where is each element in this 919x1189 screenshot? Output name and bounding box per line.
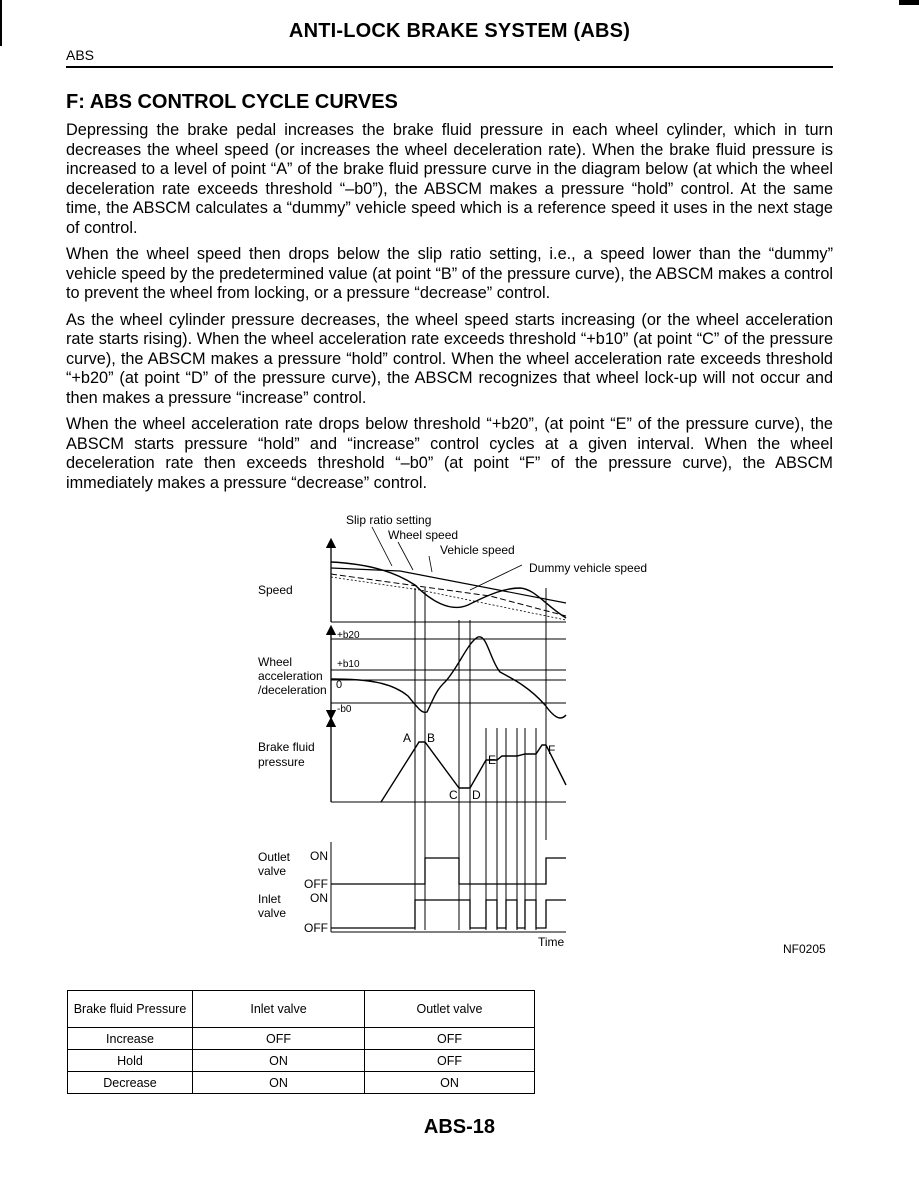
label-pressure-2: pressure (258, 755, 305, 769)
label-outlet-on: ON (310, 849, 328, 863)
abs-control-cycle-diagram (0, 500, 919, 960)
label-wheel-speed: Wheel speed (388, 528, 459, 542)
label-speed: Speed (258, 583, 293, 597)
label-pressure-1: Brake fluid (258, 740, 315, 754)
label-time: Time (538, 935, 565, 949)
section-heading: F: ABS CONTROL CYCLE CURVES (66, 91, 398, 113)
acceleration-panel (331, 630, 566, 718)
label-slip-ratio: Slip ratio setting (346, 513, 432, 527)
label-inlet-2: valve (258, 906, 287, 920)
figure-code: NF0205 (783, 942, 826, 956)
outlet-valve-signal (331, 858, 566, 884)
table-row (68, 1072, 535, 1094)
label-inlet-1: Inlet (258, 892, 281, 906)
header-outlet: Outlet valve (365, 991, 535, 1028)
paragraph-3: As the wheel cylinder pressure decreases, the wheel speed starts increasing (or the wheel acceleration rate starts rising). When the wheel acceleration rate exceeds threshold “+b10” (at point “C” of the pressure curve), the ABSCM makes a pressure “hold” control. When the wheel acceleration rate exceeds threshold “+b20” (at point “D” of the pressure curve), the ABSCM recognizes that wheel lock-up will not occur and then makes a pressure “increase” control. (66, 310, 833, 407)
valve-timing (331, 842, 566, 932)
paragraph-2: When the wheel speed then drops below the slip ratio setting, i.e., a speed lower than the “dummy” vehicle speed by the predetermined value (at point “B” of the pressure curve), the ABSCM makes a control to prevent the wheel from locking, or a pressure “decrease” control. (66, 245, 833, 302)
cell-outlet: OFF (365, 1050, 535, 1072)
label-outlet-off: OFF (304, 877, 328, 891)
header-pressure: Brake fluid Pressure (68, 991, 193, 1028)
acceleration-curve (331, 637, 566, 718)
table-row (68, 1028, 535, 1050)
label-vehicle-speed: Vehicle speed (440, 543, 515, 557)
table-row (68, 1050, 535, 1072)
label-accel-3: /deceleration (258, 683, 327, 697)
inlet-valve-signal (331, 900, 566, 928)
label-inlet-off: OFF (304, 921, 328, 935)
label-accel-2: acceleration (258, 669, 323, 683)
cell-pressure: Increase (68, 1028, 193, 1050)
header-inlet: Inlet valve (193, 991, 365, 1028)
cell-inlet: OFF (193, 1028, 365, 1050)
slip-ratio-line (331, 577, 566, 620)
valve-state-table (67, 990, 535, 1094)
label-point-d: D (472, 788, 481, 802)
cell-inlet: ON (193, 1050, 365, 1072)
label-b0: -b0 (337, 704, 352, 715)
paragraph-1: Depressing the brake pedal increases the brake fluid pressure in each wheel cylinder, which in turn decreases the wheel speed (or increases the wheel deceleration rate). When the brake fluid pressure is increased to a level of point “A” of the brake fluid pressure curve in the diagram below (at which the wheel deceleration rate exceeds threshold “–b0”), the ABSCM makes a pressure “hold” control. At the same time, the ABSCM calculates a “dummy” vehicle speed which is a reference speed it uses in the next stage of control. (66, 121, 833, 237)
cell-outlet: OFF (365, 1028, 535, 1050)
cell-outlet: ON (365, 1072, 535, 1094)
cell-inlet: ON (193, 1072, 365, 1094)
label-point-e: E (488, 753, 497, 767)
page-title: ANTI-LOCK BRAKE SYSTEM (ABS) (288, 20, 631, 42)
section-tag: ABS (66, 47, 95, 63)
label-zero: 0 (336, 679, 343, 691)
paragraph-4: When the wheel acceleration rate drops below threshold “+b20”, (at point “E” of the pressure curve), the ABSCM starts pressure “hold” and “increase” control cycles at a given interval. When the wheel deceleration rate then exceeds threshold “–b0” (at point “F” of the pressure curve), the ABSCM immediately makes a pressure “decrease” control. (66, 415, 833, 492)
label-inlet-on: ON (310, 891, 328, 905)
page-corner-mark (899, 0, 919, 5)
label-accel-1: Wheel (258, 655, 293, 669)
table-header-row (68, 991, 535, 1028)
label-b10: +b10 (337, 659, 360, 670)
label-point-b: B (427, 731, 436, 745)
label-outlet-2: valve (258, 864, 287, 878)
label-outlet-1: Outlet (258, 850, 291, 864)
page-number: ABS-18 (423, 1116, 496, 1138)
body-text (66, 121, 833, 500)
title-rule (66, 66, 833, 68)
label-point-c: C (449, 788, 458, 802)
label-b20: +b20 (337, 630, 360, 641)
label-point-a: A (403, 731, 412, 745)
label-point-f: F (548, 743, 556, 757)
cell-pressure: Hold (68, 1050, 193, 1072)
cell-pressure: Decrease (68, 1072, 193, 1094)
label-dummy-speed: Dummy vehicle speed (529, 561, 648, 575)
